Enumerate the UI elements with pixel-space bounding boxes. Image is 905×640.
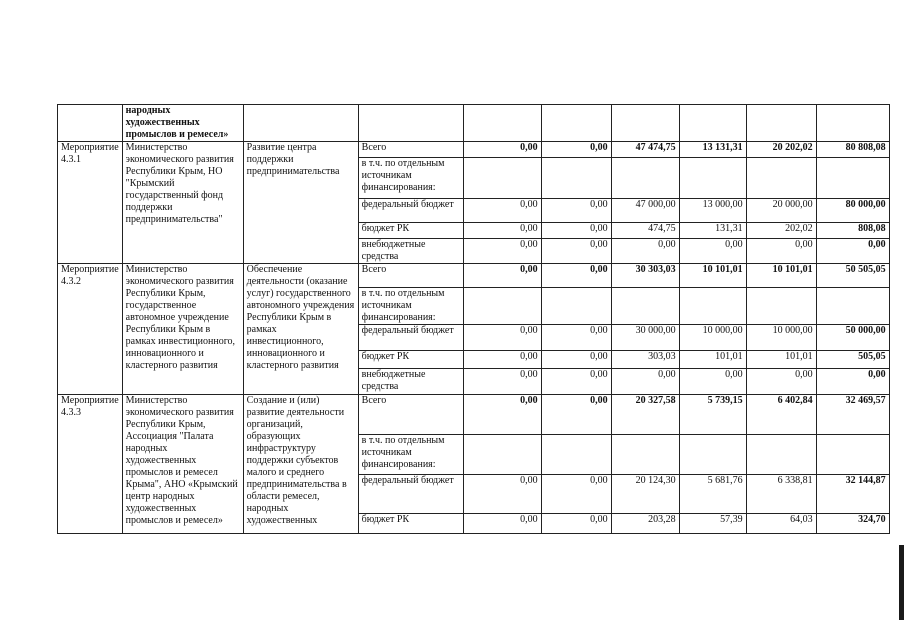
value-cell: [463, 158, 541, 199]
value-cell: 101,01: [746, 351, 816, 369]
value-cell: 0,00: [463, 142, 541, 158]
value-cell: 6 402,84: [746, 395, 816, 435]
value-cell: 20 327,58: [611, 395, 679, 435]
total-cell: 0,00: [816, 239, 889, 264]
value-cell: 0,00: [679, 369, 746, 395]
value-cell: 6 338,81: [746, 475, 816, 514]
value-cell: [541, 158, 611, 199]
value-cell: [611, 435, 679, 475]
value-cell: 10 000,00: [746, 325, 816, 351]
funding-source-cell: Всего: [358, 264, 463, 288]
executor-cell: Министерство экономического развития Республики Крым, государственное автономное учреждение Республики Крым в рамках инвестиционного, инновационного и кластерного развития: [122, 264, 243, 395]
total-cell: 808,08: [816, 223, 889, 239]
value-cell: 0,00: [541, 223, 611, 239]
value-cell: 13 131,31: [679, 142, 746, 158]
value-cell: [541, 105, 611, 142]
value-cell: [746, 288, 816, 325]
value-cell: 57,39: [679, 514, 746, 534]
value-cell: 0,00: [541, 514, 611, 534]
total-cell: 32 144,87: [816, 475, 889, 514]
value-cell: 0,00: [746, 369, 816, 395]
executor-cell: Министерство экономического развития Республики Крым, Ассоциация "Палата народных художественных промыслов и ремесел Крыма", АНО «Крымский центр народных художественных промыслов и ремесел»: [122, 395, 243, 534]
value-cell: [746, 105, 816, 142]
value-cell: 47 000,00: [611, 199, 679, 223]
value-cell: 20 202,02: [746, 142, 816, 158]
value-cell: 0,00: [541, 239, 611, 264]
value-cell: 0,00: [679, 239, 746, 264]
value-cell: 0,00: [463, 514, 541, 534]
value-cell: 0,00: [541, 264, 611, 288]
value-cell: 0,00: [463, 239, 541, 264]
value-cell: [746, 158, 816, 199]
value-cell: 64,03: [746, 514, 816, 534]
total-cell: [816, 435, 889, 475]
value-cell: [746, 435, 816, 475]
total-cell: 32 469,57: [816, 395, 889, 435]
value-cell: 0,00: [541, 142, 611, 158]
value-cell: [679, 158, 746, 199]
funding-source-cell: бюджет РК: [358, 514, 463, 534]
funding-source-cell: федеральный бюджет: [358, 475, 463, 514]
funding-source-cell: внебюджетные средства: [358, 239, 463, 264]
value-cell: 10 000,00: [679, 325, 746, 351]
value-cell: [816, 105, 889, 142]
total-cell: 80 808,08: [816, 142, 889, 158]
description-cell: Создание и (или) развитие деятельности организаций, образующих инфраструктуру поддержки субъектов малого и среднего предпринимательства в области ремесел, народных художественных: [243, 395, 358, 534]
value-cell: 0,00: [746, 239, 816, 264]
value-cell: 0,00: [463, 199, 541, 223]
description-cell: [243, 105, 358, 142]
executor-cell: Министерство экономического развития Республики Крым, НО "Крымский государственный фонд поддержки предпринимательства": [122, 142, 243, 264]
value-cell: [611, 105, 679, 142]
source-cell: [358, 105, 463, 142]
total-cell: 324,70: [816, 514, 889, 534]
value-cell: 131,31: [679, 223, 746, 239]
table-row: [58, 264, 890, 288]
value-cell: 474,75: [611, 223, 679, 239]
value-cell: 0,00: [463, 325, 541, 351]
funding-source-cell: бюджет РК: [358, 223, 463, 239]
value-cell: 5 739,15: [679, 395, 746, 435]
value-cell: 0,00: [463, 351, 541, 369]
total-cell: [816, 288, 889, 325]
funding-source-cell: в т.ч. по отдельным источникам финансирования:: [358, 288, 463, 325]
value-cell: 30 303,03: [611, 264, 679, 288]
value-cell: [463, 288, 541, 325]
total-cell: 50 000,00: [816, 325, 889, 351]
value-cell: 30 000,00: [611, 325, 679, 351]
measure-code-cell: Мероприятие 4.3.3: [58, 395, 123, 534]
value-cell: [679, 288, 746, 325]
total-cell: 50 505,05: [816, 264, 889, 288]
measure-code-cell: Мероприятие 4.3.1: [58, 142, 123, 264]
funding-source-cell: в т.ч. по отдельным источникам финансирования:: [358, 435, 463, 475]
value-cell: 0,00: [463, 475, 541, 514]
value-cell: [679, 105, 746, 142]
total-cell: 505,05: [816, 351, 889, 369]
funding-source-cell: Всего: [358, 395, 463, 435]
value-cell: 20 124,30: [611, 475, 679, 514]
value-cell: 0,00: [541, 325, 611, 351]
description-cell: Обеспечение деятельности (оказание услуг) государственного автономного учреждения Республики Крым в рамках инвестиционного, инновационного и кластерного развития: [243, 264, 358, 395]
funding-source-cell: бюджет РК: [358, 351, 463, 369]
value-cell: 202,02: [746, 223, 816, 239]
value-cell: [463, 105, 541, 142]
value-cell: 20 000,00: [746, 199, 816, 223]
value-cell: 10 101,01: [679, 264, 746, 288]
funding-source-cell: Всего: [358, 142, 463, 158]
value-cell: 303,03: [611, 351, 679, 369]
value-cell: 203,28: [611, 514, 679, 534]
value-cell: [541, 435, 611, 475]
value-cell: 5 681,76: [679, 475, 746, 514]
value-cell: [611, 158, 679, 199]
value-cell: 0,00: [611, 239, 679, 264]
description-cell: Развитие центра поддержки предпринимательства: [243, 142, 358, 264]
total-cell: 0,00: [816, 369, 889, 395]
funding-source-cell: в т.ч. по отдельным источникам финансирования:: [358, 158, 463, 199]
measure-code-cell: Мероприятие 4.3.2: [58, 264, 123, 395]
value-cell: [679, 435, 746, 475]
value-cell: 0,00: [463, 395, 541, 435]
code-cell: [58, 105, 123, 142]
funding-source-cell: внебюджетные средства: [358, 369, 463, 395]
value-cell: 0,00: [541, 351, 611, 369]
value-cell: 0,00: [463, 369, 541, 395]
value-cell: 0,00: [463, 264, 541, 288]
value-cell: 0,00: [541, 475, 611, 514]
value-cell: 0,00: [541, 369, 611, 395]
value-cell: 13 000,00: [679, 199, 746, 223]
funding-source-cell: федеральный бюджет: [358, 199, 463, 223]
value-cell: [541, 288, 611, 325]
value-cell: 47 474,75: [611, 142, 679, 158]
value-cell: 0,00: [611, 369, 679, 395]
total-cell: [816, 158, 889, 199]
value-cell: 0,00: [541, 199, 611, 223]
measure-name-cell: народных художественных промыслов и ремесел»: [122, 105, 243, 142]
scan-page-edge: [899, 545, 904, 620]
value-cell: [611, 288, 679, 325]
total-cell: 80 000,00: [816, 199, 889, 223]
table-row: [58, 105, 890, 142]
value-cell: 0,00: [541, 395, 611, 435]
value-cell: 0,00: [463, 223, 541, 239]
table-row: [58, 142, 890, 158]
table-row: [58, 395, 890, 435]
value-cell: 101,01: [679, 351, 746, 369]
value-cell: 10 101,01: [746, 264, 816, 288]
funding-source-cell: федеральный бюджет: [358, 325, 463, 351]
value-cell: [463, 435, 541, 475]
financing-table: [57, 104, 890, 534]
